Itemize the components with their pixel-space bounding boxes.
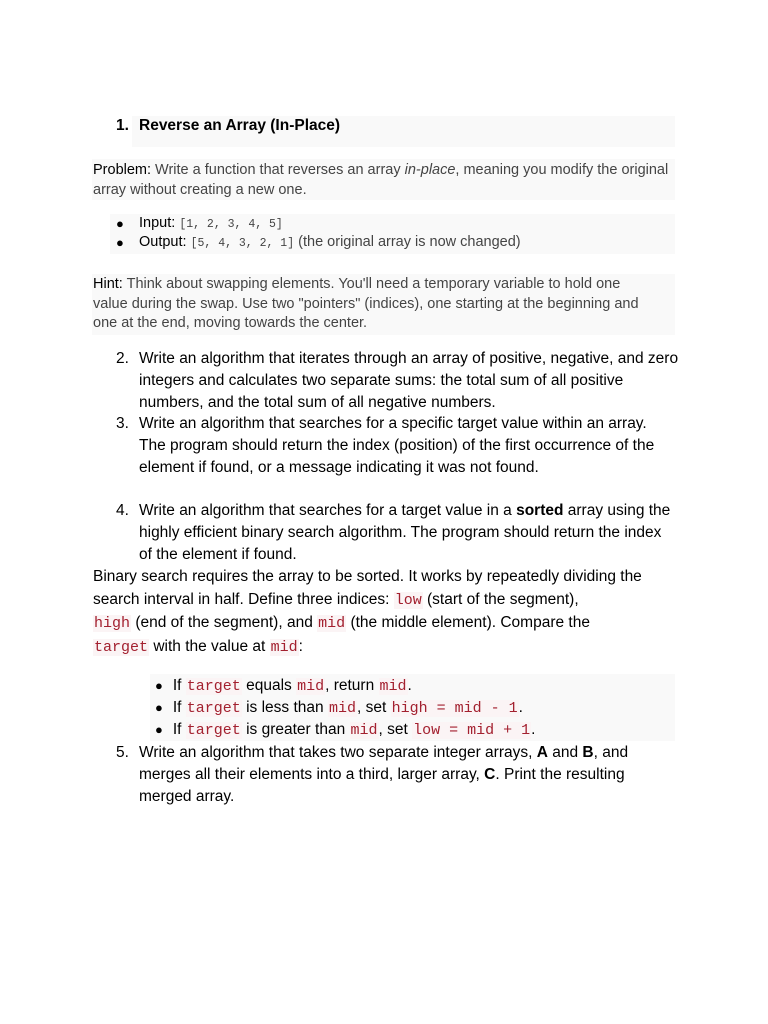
bullet-1-code: mid [379,678,407,695]
item-5-post2: . Print the resulting merged array. [139,766,625,805]
item-5-and: and [547,744,583,761]
problem-post: , meaning you modify the original array without creating a new one. [93,162,669,198]
bullet-2-if: If [172,699,186,716]
bullet-3 [155,719,535,742]
input-line [139,215,283,231]
output-bullet-dot: ● [116,235,124,250]
section-1-number: 1. [116,117,129,134]
output-line [139,234,521,250]
item-4-bold: sorted [516,502,564,519]
section-1-title: Reverse an Array (In-Place) [139,117,341,134]
item-4-post: array using the highly efficient binary search algorithm. The program should return the index of the element if found. [139,502,671,563]
item-5-number: 5. [116,744,129,761]
binary-p3: (end of the segment), and [131,614,318,631]
bullet-1-end: . [407,677,412,694]
code-mid-2: mid [270,638,298,656]
item-4-text [139,500,674,566]
binary-p6: : [298,637,303,655]
input-value: [1, 2, 3, 4, 5] [179,218,283,231]
bullet-2-target: target [186,700,241,717]
item-4-pre: Write an algorithm that searches for a target value in a [139,502,517,519]
code-target: target [94,638,149,656]
item-4-number: 4. [116,502,129,519]
item-3-text: Write an algorithm that searches for a specific target value within an array. The program should return the index (position) of the first occurrence of the element if found, or a message indicating it was not found. [139,415,655,476]
problem-pre: Write a function that reverses an array [151,162,405,178]
code-high: high [94,615,131,632]
bullet-2-mid: mid [328,700,356,717]
bullet-1-action: , return [325,677,379,694]
item-5-array-a: A [536,744,548,761]
bullet-3-cond: is greater than [241,721,350,738]
item-5-post1: , and merges all their elements into a third, larger array, [139,744,629,783]
item-3-number: 3. [116,415,129,432]
item-5-pre: Write an algorithm that takes two separate integer arrays, [139,744,537,761]
bullet-2-end: . [518,699,523,716]
item-5-array-c: C [484,766,496,783]
problem-text [93,161,673,200]
binary-p2: (start of the segment), [422,590,579,608]
bullet-2-code: high = mid - 1 [391,700,518,717]
item-5-text [139,742,674,808]
bullet-1 [155,675,412,698]
binary-p4: (the middle element). Compare the [346,614,590,631]
item-2-number: 2. [116,350,129,367]
bullet-3-end: . [531,721,536,738]
hint-body: Think about swapping elements. You'll need a temporary variable to hold one value during the swap. Use two "pointers" (indices), one starting at the beginning and one at the end, moving towards the center. [93,276,639,332]
bullet-3-mid: mid [350,722,378,739]
problem-label: Problem: [93,162,152,178]
bullet-2-cond: is less than [241,699,328,716]
bullet-2-dot: ● [155,700,163,715]
bullet-3-if: If [172,721,186,738]
input-bullet-dot: ● [116,216,124,231]
bullet-1-if: If [172,677,186,694]
output-value: [5, 4, 3, 2, 1] [190,237,295,250]
bullet-3-target: target [186,722,241,739]
bullet-1-target: target [186,678,241,695]
bullet-3-action: , set [378,721,413,738]
code-mid: mid [318,615,346,632]
binary-search-paragraph [93,566,678,659]
bullet-2-action: , set [356,699,391,716]
binary-p1: Binary search requires the array to be sorted. It works by repeatedly dividing the search interval in half. Define three indices: [93,568,642,608]
item-5-array-b: B [582,744,594,761]
bullet-1-mid: mid [297,678,325,695]
bullet-3-code: low = mid + 1 [413,722,531,739]
bullet-1-dot: ● [155,678,163,693]
output-note: (the original array is now changed) [298,234,521,250]
output-label: Output: [139,234,187,250]
bullet-3-dot: ● [155,722,163,737]
code-low: low [394,591,422,609]
binary-p5: with the value at [149,637,270,655]
hint-label: Hint: [93,276,123,292]
bullet-2 [155,697,523,720]
hint-text [93,275,653,334]
problem-emphasis: in-place [404,162,456,178]
input-label: Input: [139,215,176,231]
item-2-text: Write an algorithm that iterates through an array of positive, negative, and zero integers and calculates two separate sums: the total sum of all positive numbers, and the total sum of all negative numbers. [139,350,679,411]
bullet-1-cond: equals [241,677,297,694]
